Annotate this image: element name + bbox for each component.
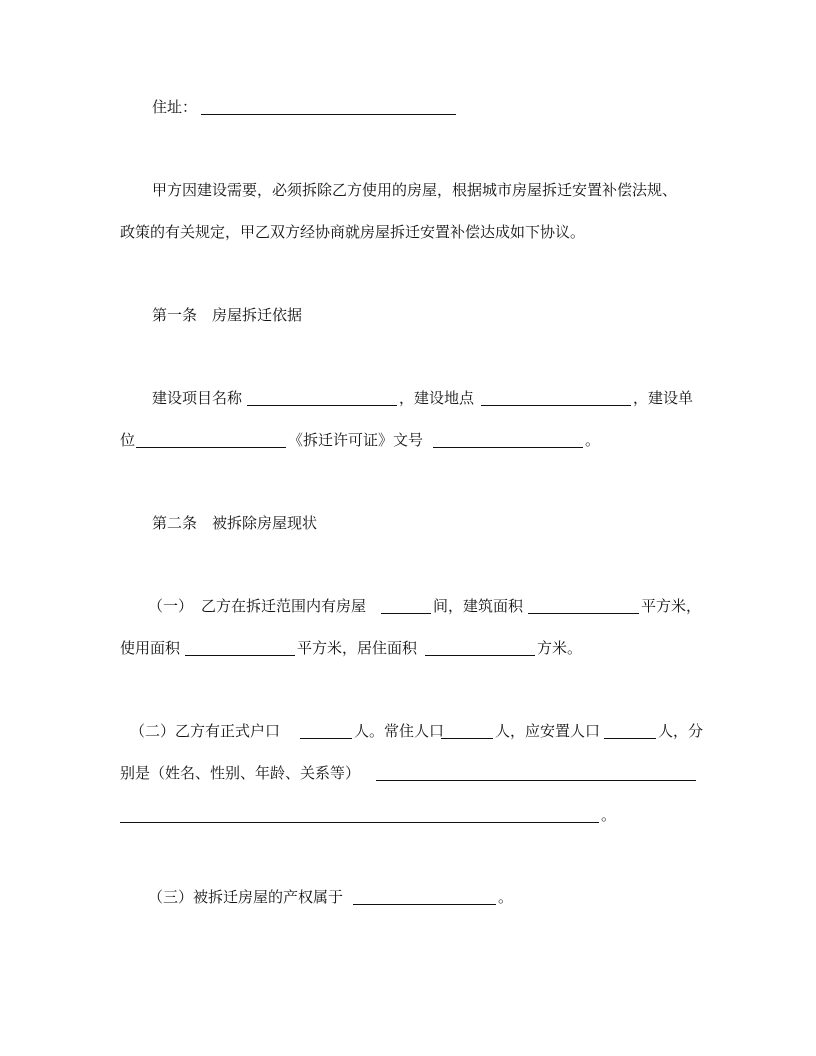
registered-unit: 人。常住人口 xyxy=(354,722,445,740)
ownership-label: （三）被拆迁房屋的产权属于 xyxy=(148,888,344,906)
registered-blank xyxy=(300,738,352,739)
item2-line-3 xyxy=(0,803,816,827)
resettle-blank xyxy=(604,738,656,739)
use-area-unit: 平方米，居住面积 xyxy=(297,639,418,657)
item1-line-2 xyxy=(0,636,816,660)
article1-heading-line xyxy=(0,303,816,327)
rooms-blank xyxy=(381,613,431,614)
item1-line-1 xyxy=(0,594,816,618)
address-line xyxy=(0,95,816,119)
build-area-blank xyxy=(528,613,639,614)
item1-prefix: （一） xyxy=(148,597,194,615)
address-label: 住址： xyxy=(152,98,198,116)
article1-heading: 第一条 房屋拆迁依据 xyxy=(152,306,303,324)
members-label: 别是（姓名、性别、年龄、关系等） xyxy=(120,764,361,782)
permit-label: 《拆迁许可证》文号 xyxy=(288,431,424,449)
resettle-unit: 人，分 xyxy=(658,722,704,740)
unit-permit-line xyxy=(0,428,816,452)
live-area-unit: 方米。 xyxy=(537,639,583,657)
unit-blank xyxy=(136,447,286,448)
unit-label-start: ，建设单 xyxy=(633,389,694,407)
intro-line-2 xyxy=(0,220,816,244)
use-area-label: 使用面积 xyxy=(120,639,181,657)
permit-blank xyxy=(433,447,583,448)
ownership-end-mark: 。 xyxy=(498,888,514,906)
permit-end-mark: 。 xyxy=(585,431,601,449)
resident-unit: 人，应安置人口 xyxy=(495,722,601,740)
rooms-unit: 间，建筑面积 xyxy=(433,597,524,615)
rooms-label: 乙方在拆迁范围内有房屋 xyxy=(201,597,367,615)
use-area-blank xyxy=(185,655,295,656)
live-area-blank xyxy=(425,655,535,656)
members-blank-1 xyxy=(376,780,696,781)
project-name-blank xyxy=(247,405,397,406)
location-label: ，建设地点 xyxy=(399,389,475,407)
item3-line xyxy=(0,885,816,909)
address-blank xyxy=(201,114,456,115)
intro-text-2: 政策的有关规定，甲乙双方经协商就房屋拆迁安置补偿达成如下协议。 xyxy=(120,223,586,241)
item2-line-1 xyxy=(0,719,816,743)
article2-heading: 第二条 被拆除房屋现状 xyxy=(152,514,318,532)
item2-prefix: （二）乙方有正式户口 xyxy=(130,722,281,740)
item2-line-2 xyxy=(0,761,816,785)
build-area-unit: 平方米， xyxy=(641,597,702,615)
unit-label-end: 位 xyxy=(120,431,136,449)
project-line xyxy=(0,386,816,410)
intro-line-1 xyxy=(0,178,816,202)
project-name-label: 建设项目名称 xyxy=(152,389,243,407)
article2-heading-line xyxy=(0,511,816,535)
members-end-mark: 。 xyxy=(601,806,617,824)
resident-blank xyxy=(441,738,493,739)
intro-text-1: 甲方因建设需要，必须拆除乙方使用的房屋，根据城市房屋拆迁安置补偿法规、 xyxy=(152,181,678,199)
location-blank xyxy=(481,405,631,406)
members-blank-2 xyxy=(120,822,599,823)
ownership-blank xyxy=(353,904,496,905)
